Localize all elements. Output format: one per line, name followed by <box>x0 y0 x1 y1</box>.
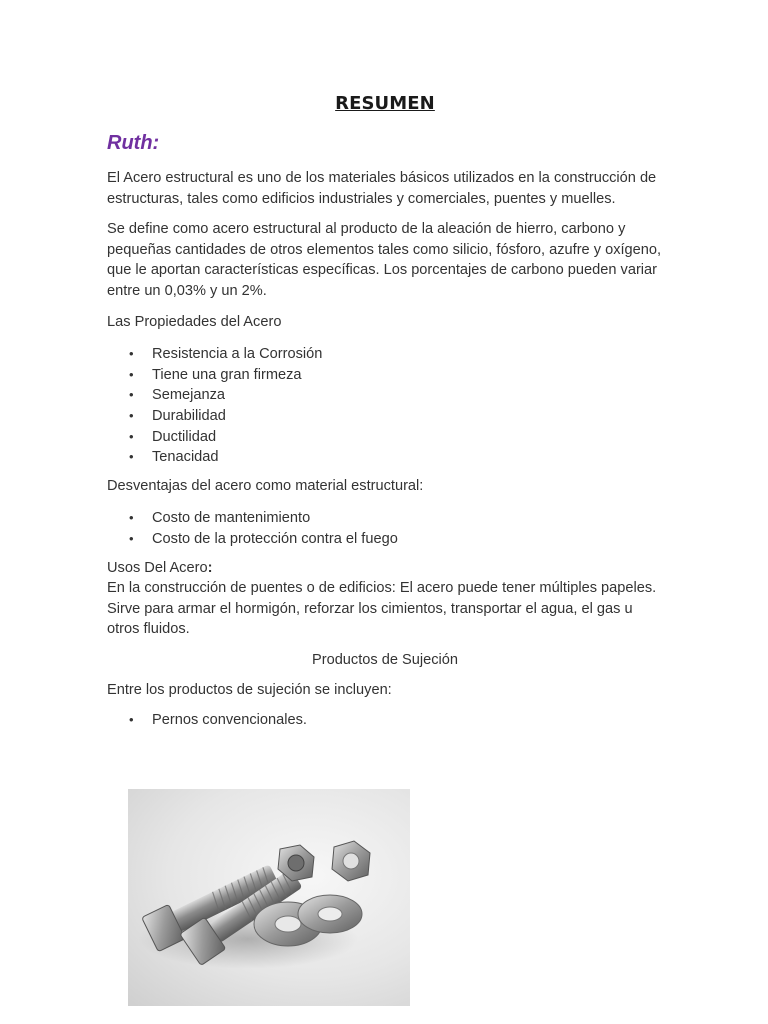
uses-label: Usos Del Acero <box>107 559 208 576</box>
uses-heading <box>107 558 663 579</box>
list-item <box>129 365 663 386</box>
nut-2 <box>332 841 370 881</box>
list-item <box>129 447 663 468</box>
list-item <box>129 529 663 550</box>
bullet-icon: • <box>129 346 134 362</box>
list-item <box>129 508 663 529</box>
fasteners-intro: Entre los productos de sujeción se incluyen: <box>107 681 392 698</box>
disadvantages-list <box>107 508 663 549</box>
list-item-text: Semejanza <box>152 387 226 404</box>
bullet-icon: • <box>129 428 134 444</box>
list-item-text: Costo de mantenimiento <box>152 510 311 527</box>
list-item-text: Tiene una gran firmeza <box>152 366 302 383</box>
list-item-text: Resistencia a la Corrosión <box>152 346 323 363</box>
list-item <box>129 406 663 427</box>
list-item <box>129 427 663 448</box>
definition-paragraph: Se define como acero estructural al producto de la aleación de hierro, carbono y pequeñas cantidades de otros elementos tales como silicio, fósforo, azufre y oxígeno, que le aportan características específicas. Los porcentajes de carbono pueden variar entre un 0,03% y un 2%. <box>107 221 662 299</box>
author-name: Ruth: <box>107 132 160 154</box>
fasteners-heading: Productos de Sujeción <box>311 651 459 668</box>
properties-list <box>107 344 663 468</box>
bullet-icon: • <box>129 510 134 526</box>
bullet-icon: • <box>129 712 134 728</box>
bullet-icon: • <box>129 366 134 382</box>
fasteners-list <box>107 710 663 731</box>
list-item-text: Durabilidad <box>152 407 226 424</box>
uses-colon: : <box>207 559 213 576</box>
list-item <box>129 385 663 406</box>
bullet-icon: • <box>129 530 134 546</box>
properties-heading: Las Propiedades del Acero <box>107 313 282 330</box>
bullet-icon: • <box>129 407 134 423</box>
list-item-text: Ductilidad <box>152 428 217 445</box>
bolts-illustration <box>128 789 410 1006</box>
bullet-icon: • <box>129 387 134 403</box>
uses-paragraph: En la construcción de puentes o de edificios: El acero puede tener múltiples papeles. Sirve para armar el hormigón, reforzar los cimientos, transportar el agua, el gas u otros fluidos. <box>107 580 657 638</box>
document-title: RESUMEN <box>335 93 435 114</box>
intro-paragraph: El Acero estructural es uno de los materiales básicos utilizados en la construcción de estructuras, tales como edificios industriales y comerciales, puentes y muelles. <box>107 170 657 207</box>
list-item <box>129 344 663 365</box>
list-item-text: Tenacidad <box>152 449 219 466</box>
disadvantages-heading: Desventajas del acero como material estructural: <box>107 477 424 494</box>
document-body <box>107 93 663 739</box>
list-item-text: Pernos convencionales. <box>152 712 307 729</box>
list-item-text: Costo de la protección contra el fuego <box>152 530 398 547</box>
list-item <box>129 710 663 731</box>
washer-2 <box>298 895 362 933</box>
bullet-icon: • <box>129 449 134 465</box>
bolts-nuts-photo <box>128 789 410 1006</box>
